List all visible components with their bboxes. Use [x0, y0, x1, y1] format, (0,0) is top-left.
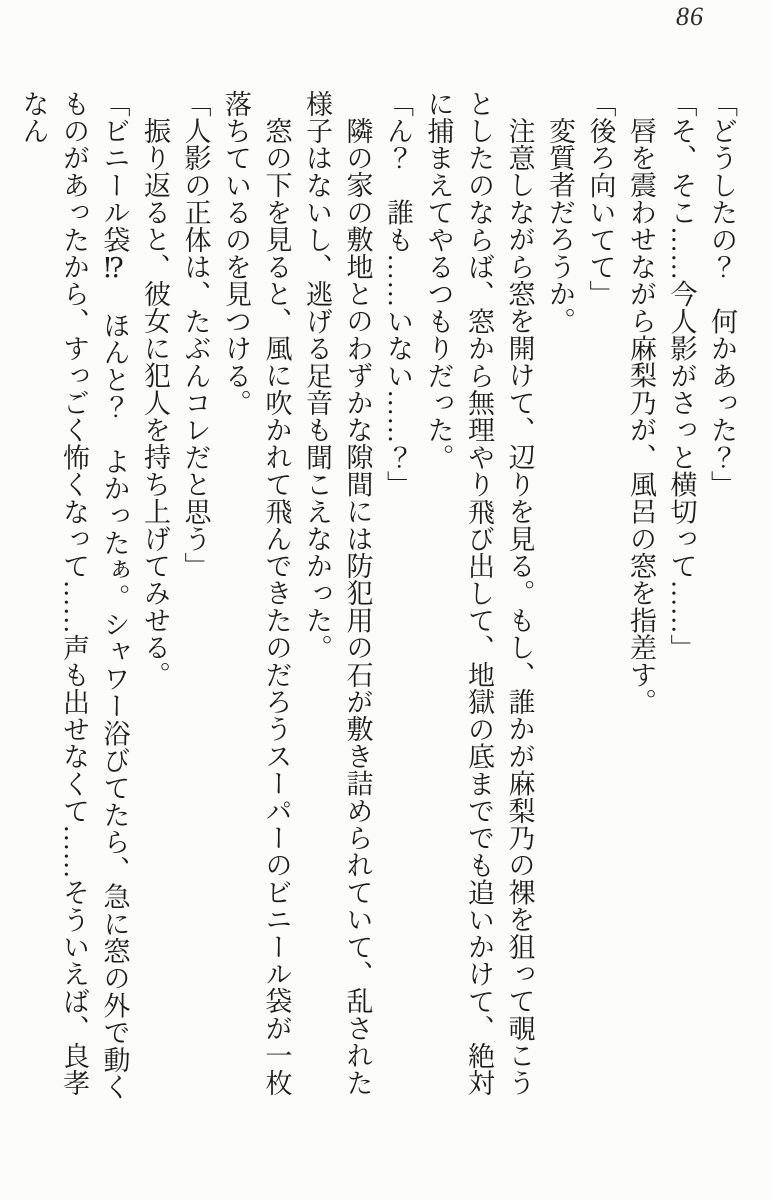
- paragraph-4: 「後ろ向いてて」: [585, 90, 616, 308]
- paragraph-12: 「ビニール袋⁉ ほんと？ よかったぁ。シャワー浴びてたら、急に窓の外で動くものがあったから、すっごく怖くなって……声も出せなくて……そういえば、良孝なん: [18, 90, 130, 1101]
- paragraph-9: 窓の下を見ると、風に吹かれて飛んできたのだろうスーパーのビニール袋が一枚落ちているのを見つける。: [221, 90, 292, 1097]
- paragraph-5: 変質者だろうか。: [545, 117, 575, 335]
- paragraph-10: 「人影の正体は、たぶんコレだと思う」: [180, 90, 211, 580]
- text-block: [13, 90, 742, 1122]
- paragraph-8: 隣の家の敷地とのわずかな隙間には防犯用の石が敷き詰められていて、乱された様子はないし、逃げる足音も聞こえなかった。: [302, 90, 373, 1097]
- paragraph-3: 唇を震わせながら麻梨乃が、風呂の窓を指差す。: [626, 117, 656, 716]
- paragraph-1: 「どうしたの？ 何かあった？」: [707, 90, 737, 498]
- paragraph-7: 「ん？ 誰も……いない……？」: [383, 90, 413, 498]
- paragraph-11: 振り返ると、彼女に犯人を持ち上げてみせる。: [140, 117, 170, 689]
- page-number: 86: [676, 2, 704, 31]
- paragraph-2: 「そ、そこ……今人影がさっと横切って……」: [666, 90, 697, 662]
- paragraph-6: 注意しながら窓を開けて、辺りを見る。もし、誰かが麻梨乃の裸を狙って覗こうとしたのならば、窓から無理やり飛び出して、地獄の底まででも追いかけて、絶対に捕まえてやるつもりだった。: [423, 90, 535, 1097]
